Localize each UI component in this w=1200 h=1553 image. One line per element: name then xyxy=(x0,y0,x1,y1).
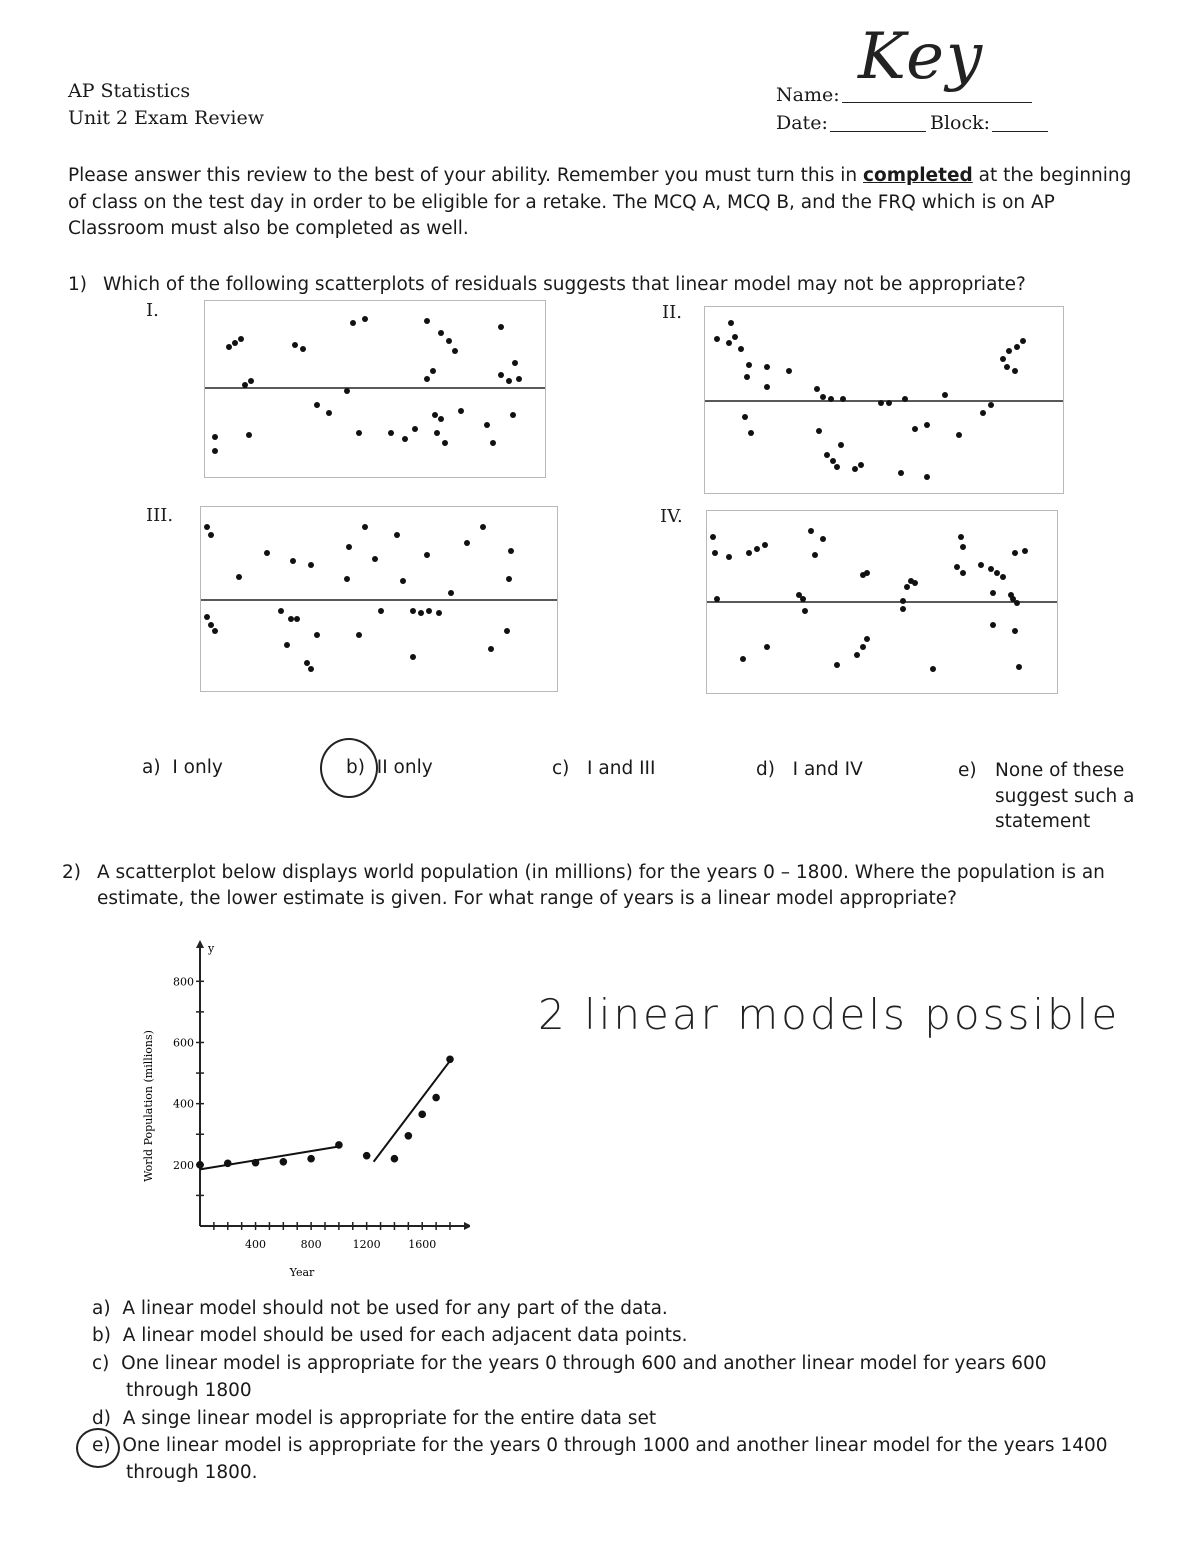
fit-line xyxy=(374,1061,450,1162)
q1-choice-b-letter: b) xyxy=(346,757,365,778)
q1-choice-a[interactable] xyxy=(142,757,223,778)
plot-label-iii: III. xyxy=(146,505,174,526)
x-tick-label: 400 xyxy=(245,1238,267,1251)
q2-choice-b-letter: b) xyxy=(92,1325,111,1346)
q2-choice-b-text: A linear model should be used for each adjacent data points. xyxy=(122,1325,688,1346)
q2-choice-d-text: A singe linear model is appropriate for the entire data set xyxy=(122,1408,657,1429)
q1-text: Which of the following scatterplots of residuals suggests that linear model may not be appropriate? xyxy=(103,274,1026,295)
y-tick-label: 200 xyxy=(173,1158,194,1172)
q1-number: 1) xyxy=(68,274,87,295)
data-point xyxy=(418,1111,426,1119)
y-axis-arrow xyxy=(196,940,204,948)
q1-choice-d-text: I and IV xyxy=(792,759,863,780)
name-field[interactable] xyxy=(842,102,1032,103)
residual-plot-i xyxy=(204,300,546,478)
x-axis-label: Year xyxy=(289,1266,315,1279)
q2-choice-d[interactable] xyxy=(92,1406,656,1432)
y-axis-label: World Population (millions) xyxy=(142,1030,155,1182)
residual-plot-iii-points xyxy=(204,524,514,672)
intro-part-2: at the beginning xyxy=(972,165,1132,186)
intro-line-1 xyxy=(68,163,1131,189)
data-point xyxy=(363,1152,371,1160)
data-point xyxy=(196,1161,204,1169)
q1-choice-d[interactable] xyxy=(756,759,863,780)
date-label: Date: xyxy=(776,112,828,134)
plot-label-ii: II. xyxy=(662,302,682,323)
residual-plot-ii xyxy=(704,306,1064,494)
q2-choice-c-cont: through 1800 xyxy=(126,1380,252,1401)
unit-title: Unit 2 Exam Review xyxy=(68,107,264,129)
y-axis-letter: y xyxy=(208,942,215,955)
chart-layer xyxy=(142,940,470,1279)
intro-emphasis: completed xyxy=(863,165,973,186)
data-point xyxy=(252,1159,260,1167)
q1-choice-e-text-2: suggest such a xyxy=(995,786,1135,807)
data-point xyxy=(224,1159,232,1167)
y-tick-label: 600 xyxy=(173,1036,194,1050)
data-point xyxy=(307,1155,315,1163)
block-field[interactable] xyxy=(992,131,1048,132)
q2-choice-e-letter: e) xyxy=(92,1435,111,1456)
residual-plot-iii xyxy=(200,506,558,692)
q2-selected-circle xyxy=(76,1428,120,1468)
data-point xyxy=(432,1094,440,1102)
fit-line xyxy=(200,1146,339,1169)
q1-choice-c[interactable] xyxy=(552,758,655,779)
q2-choice-d-letter: d) xyxy=(92,1408,111,1429)
residual-plot-iv-points xyxy=(710,528,1028,672)
course-title: AP Statistics xyxy=(68,80,191,102)
residual-plot-i-points xyxy=(212,316,522,454)
x-tick-label: 800 xyxy=(300,1238,322,1251)
intro-part-1: Please answer this review to the best of your ability. Remember you must turn this in xyxy=(68,165,864,186)
q2-choice-e-cont: through 1800. xyxy=(126,1462,258,1483)
data-point xyxy=(405,1132,413,1140)
name-value-handwritten: Key xyxy=(858,20,985,94)
q1-selected-circle xyxy=(320,738,378,798)
residual-plot-iv-svg xyxy=(707,511,1057,693)
x-tick-label: 1600 xyxy=(408,1238,437,1251)
q2-choice-a-text: A linear model should not be used for any part of the data. xyxy=(122,1298,668,1319)
q2-number: 2) xyxy=(62,862,81,883)
population-scatter-chart xyxy=(130,940,470,1280)
q2-choice-b[interactable] xyxy=(92,1323,688,1349)
q2-choice-c-text: One linear model is appropriate for the years 0 through 600 and another linear model for years 600 xyxy=(121,1353,1047,1374)
handwritten-note: 2 linear models possible xyxy=(538,990,1121,1039)
block-label: Block: xyxy=(930,112,991,134)
q1-choice-a-text: I only xyxy=(172,757,223,778)
data-point xyxy=(335,1141,343,1149)
residual-plot-i-svg xyxy=(205,301,545,477)
residual-plot-ii-points xyxy=(714,320,1026,480)
y-tick-label: 400 xyxy=(173,1097,194,1111)
q2-line-2: estimate, the lower estimate is given. For what range of years is a linear model appropriate? xyxy=(97,888,957,909)
intro-line-2: of class on the test day in order to be eligible for a retake. The MCQ A, MCQ B, and the FRQ which is on AP xyxy=(68,192,1055,213)
x-tick-label: 1200 xyxy=(352,1238,381,1251)
data-point xyxy=(391,1155,399,1163)
data-point xyxy=(446,1055,454,1063)
name-label: Name: xyxy=(776,84,840,106)
intro-line-3: Classroom must also be completed as well. xyxy=(68,218,469,239)
data-point xyxy=(280,1158,288,1166)
plot-label-i: I. xyxy=(146,300,159,321)
q1-choice-c-text: I and III xyxy=(587,758,656,779)
q1-choice-a-letter: a) xyxy=(142,757,161,778)
x-axis-arrow xyxy=(464,1222,470,1230)
q1-choice-c-letter: c) xyxy=(552,758,570,779)
residual-plot-ii-svg xyxy=(705,307,1063,493)
q2-choice-c[interactable] xyxy=(92,1351,1047,1377)
q2-choice-a-letter: a) xyxy=(92,1298,111,1319)
q1-choice-d-letter: d) xyxy=(756,759,775,780)
plot-label-iv: IV. xyxy=(660,506,683,527)
q1-choice-e-text-1: None of these xyxy=(995,760,1125,781)
q2-choice-e-text: One linear model is appropriate for the years 0 through 1000 and another linear model for the years 1400 xyxy=(122,1435,1108,1456)
residual-plot-iv xyxy=(706,510,1058,694)
q2-choice-e[interactable] xyxy=(92,1433,1108,1459)
residual-plot-iii-svg xyxy=(201,507,557,691)
q2-line-1: A scatterplot below displays world population (in millions) for the years 0 – 1800. Where the population is an xyxy=(97,862,1105,883)
q1-choice-b-text: II only xyxy=(376,757,433,778)
q2-choice-c-letter: c) xyxy=(92,1353,110,1374)
y-tick-label: 800 xyxy=(173,975,194,989)
date-field[interactable] xyxy=(830,131,926,132)
q2-choice-a[interactable] xyxy=(92,1296,668,1322)
q1-choice-e-letter[interactable]: e) xyxy=(958,760,977,781)
q1-choice-e-text-3: statement xyxy=(995,811,1091,832)
